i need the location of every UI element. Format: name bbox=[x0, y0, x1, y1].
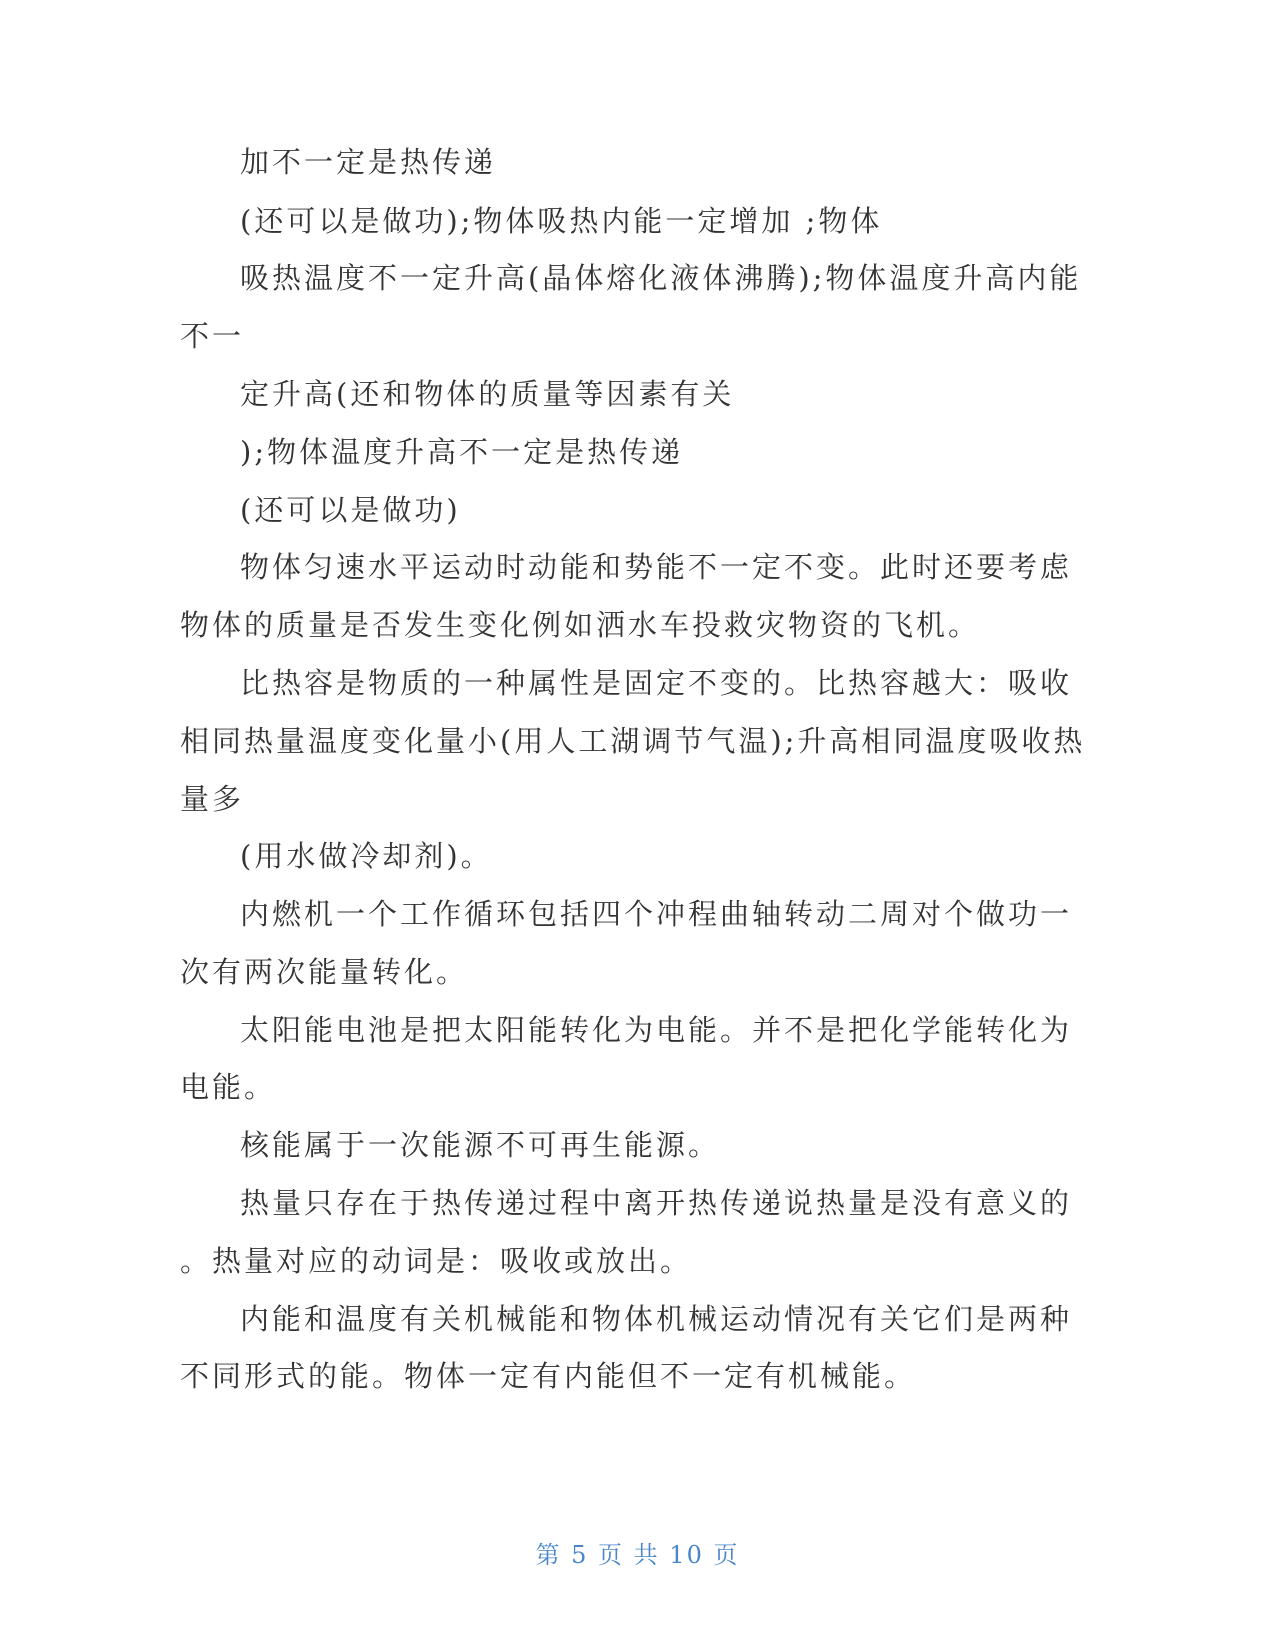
text-line: 次有两次能量转化。 bbox=[180, 955, 469, 989]
text-line: 物体匀速水平运动时动能和势能不一定不变。此时还要考虑 bbox=[240, 550, 1073, 584]
text-line: (还可以是做功);物体吸热内能一定增加 ;物体 bbox=[240, 204, 883, 238]
text-line: 不同形式的能。物体一定有内能但不一定有机械能。 bbox=[180, 1359, 917, 1393]
text-line: 比热容是物质的一种属性是固定不变的。比热容越大：吸收 bbox=[240, 666, 1073, 700]
page-number-footer: 第 5 页 共 10 页 bbox=[535, 1541, 740, 1569]
text-line: 核能属于一次能源不可再生能源。 bbox=[240, 1128, 721, 1162]
text-line: );物体温度升高不一定是热传递 bbox=[240, 435, 684, 469]
text-line: 吸热温度不一定升高(晶体熔化液体沸腾);物体温度升高内能 bbox=[240, 261, 1082, 295]
text-line: 。热量对应的动词是：吸收或放出。 bbox=[180, 1244, 693, 1278]
text-line: 物体的质量是否发生变化例如洒水车投救灾物资的飞机。 bbox=[180, 608, 981, 642]
text-line: 热量只存在于热传递过程中离开热传递说热量是没有意义的 bbox=[240, 1186, 1073, 1220]
text-line: (用水做冷却剂)。 bbox=[240, 839, 493, 873]
text-line: 不一 bbox=[180, 319, 245, 353]
text-line: 内能和温度有关机械能和物体机械运动情况有关它们是两种 bbox=[240, 1302, 1073, 1336]
text-line: 加不一定是热传递 bbox=[240, 145, 497, 179]
text-line: 相同热量温度变化量小(用人工湖调节气温);升高相同温度吸收热 bbox=[180, 724, 1086, 758]
text-line: 量多 bbox=[180, 782, 245, 816]
text-line: 太阳能电池是把太阳能转化为电能。并不是把化学能转化为 bbox=[240, 1013, 1073, 1047]
text-line: 内燃机一个工作循环包括四个冲程曲轴转动二周对个做功一 bbox=[240, 897, 1073, 931]
text-line: 电能。 bbox=[180, 1070, 277, 1104]
text-line: (还可以是做功) bbox=[240, 493, 461, 527]
text-line: 定升高(还和物体的质量等因素有关 bbox=[240, 377, 735, 411]
